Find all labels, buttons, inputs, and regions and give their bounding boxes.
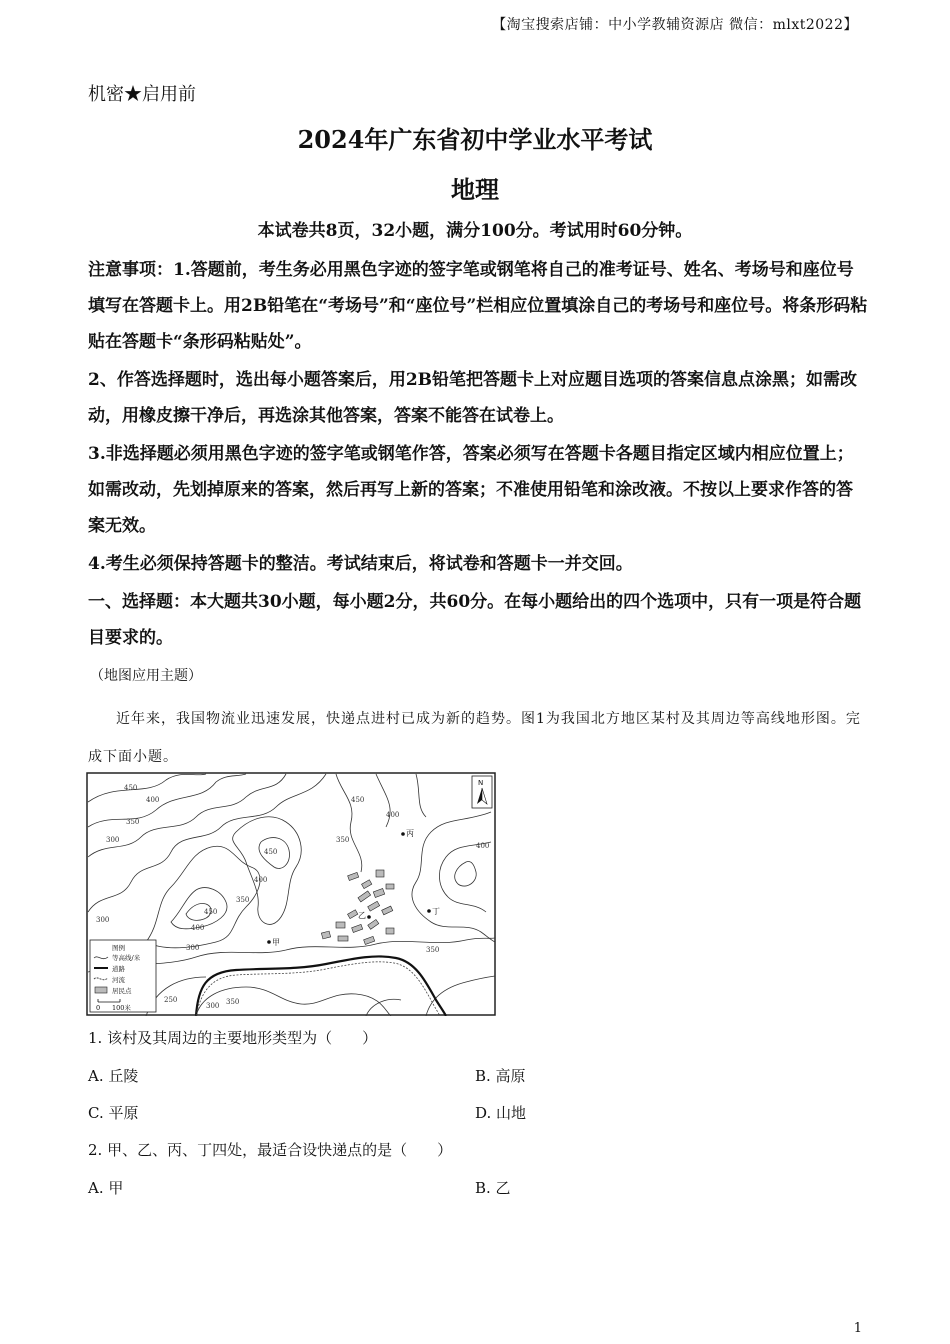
contour-label: 400	[146, 796, 160, 804]
contour-label: 400	[254, 876, 268, 884]
page-number: 1	[853, 1321, 862, 1336]
note-4: 4.考生必须保持答题卡的整洁。考试结束后，将试卷和答题卡一并交回。	[88, 554, 633, 574]
contour-label: 300	[96, 916, 110, 924]
note-3: 3.非选择题必须用黑色字迹的签字笔或钢笔作答，答案必须写在答题卡各题目指定区域内相应位置上；如需改动，先划掉原来的答案，然后再写上新的答案；不准使用铅笔和涂改液。不按以上要求作答的答案无效。	[88, 444, 854, 536]
place-yi-dot	[367, 915, 371, 919]
contour-label: 450	[204, 908, 218, 916]
legend-settlement: 居民点	[112, 987, 132, 995]
contour-label: 300	[106, 836, 120, 844]
question-1-option-a[interactable]: A. 丘陵	[88, 1067, 139, 1085]
contour-label: 250	[164, 996, 178, 1004]
exam-intro: 本试卷共8页，32小题，满分100分。考试用时60分钟。	[257, 221, 693, 241]
contour-label: 300	[186, 944, 200, 952]
legend-river: 河流	[112, 976, 125, 984]
north-arrow	[472, 776, 492, 808]
contour-label: 300	[206, 1002, 220, 1010]
place-jia: 甲	[272, 938, 280, 947]
question-2-option-a[interactable]: A. 甲	[88, 1179, 124, 1197]
legend-settlement-symbol	[95, 987, 107, 993]
contour-label: 350	[336, 836, 350, 844]
note-1: 注意事项：1.答题前，考生务必用黑色字迹的签字笔或钢笔将自己的准考证号、姓名、考场号和座位号填写在答题卡上。用2B铅笔在“考场号”和“座位号”栏相应位置填涂自己的考场号和座位号。将条形码粘贴在答题卡“条形码粘贴处”。	[88, 260, 868, 352]
contour-label: 400	[191, 924, 205, 932]
contour-label: 400	[476, 842, 490, 850]
place-bing: 丙	[406, 829, 414, 838]
map-legend	[90, 940, 156, 1012]
contour-label: 450	[351, 796, 365, 804]
contour-label: 400	[386, 811, 400, 819]
section-1-heading: 一、选择题：本大题共30小题，每小题2分，共60分。在每小题给出的四个选项中，只有一项是符合题目要求的。	[88, 592, 862, 648]
legend-contour: 等高线/米	[112, 954, 141, 962]
question-2-option-b[interactable]: B. 乙	[475, 1179, 511, 1197]
contour-label: 450	[124, 784, 138, 792]
contour-map	[86, 772, 496, 1016]
north-label: N	[478, 779, 484, 787]
passage: 近年来，我国物流业迅速发展，快递点进村已成为新的趋势。图1为我国北方地区某村及其周边等高线地形图。完成下面小题。	[88, 711, 861, 765]
question-2-stem: 2. 甲、乙、丙、丁四处，最适合设快递点的是（ ）	[88, 1141, 453, 1159]
legend-road: 道路	[112, 965, 125, 973]
place-jia-dot	[267, 940, 271, 944]
exam-subject: 地理	[451, 175, 499, 204]
scale-length: 100米	[112, 1004, 131, 1012]
question-1-option-b[interactable]: B. 高原	[475, 1067, 526, 1085]
place-yi: 乙	[358, 911, 366, 920]
place-bing-dot	[401, 832, 405, 836]
contour-label: 350	[126, 818, 140, 826]
contour-label: 450	[264, 848, 278, 856]
header-note: 【淘宝搜索店铺：中小学教辅资源店 微信：mlxt2022】	[492, 17, 858, 33]
contour-label: 350	[236, 896, 250, 904]
exam-title: 2024年广东省初中学业水平考试	[297, 125, 653, 154]
question-1-stem: 1. 该村及其周边的主要地形类型为（ ）	[88, 1029, 378, 1047]
contour-label: 350	[426, 946, 440, 954]
question-1-option-c[interactable]: C. 平原	[88, 1104, 139, 1122]
topic-label: （地图应用主题）	[90, 668, 202, 684]
scale-zero: 0	[96, 1004, 101, 1012]
contour-label: 350	[226, 998, 240, 1006]
place-ding-dot	[427, 909, 431, 913]
place-ding: 丁	[432, 907, 440, 916]
secret-label: 机密★启用前	[88, 84, 196, 105]
note-2: 2、作答选择题时，选出每小题答案后，用2B铅笔把答题卡上对应题目选项的答案信息点涂黑；如需改动，用橡皮擦干净后，再选涂其他答案，答案不能答在试卷上。	[88, 370, 858, 426]
legend-title: 图例	[112, 944, 125, 952]
question-1-option-d[interactable]: D. 山地	[475, 1104, 527, 1122]
